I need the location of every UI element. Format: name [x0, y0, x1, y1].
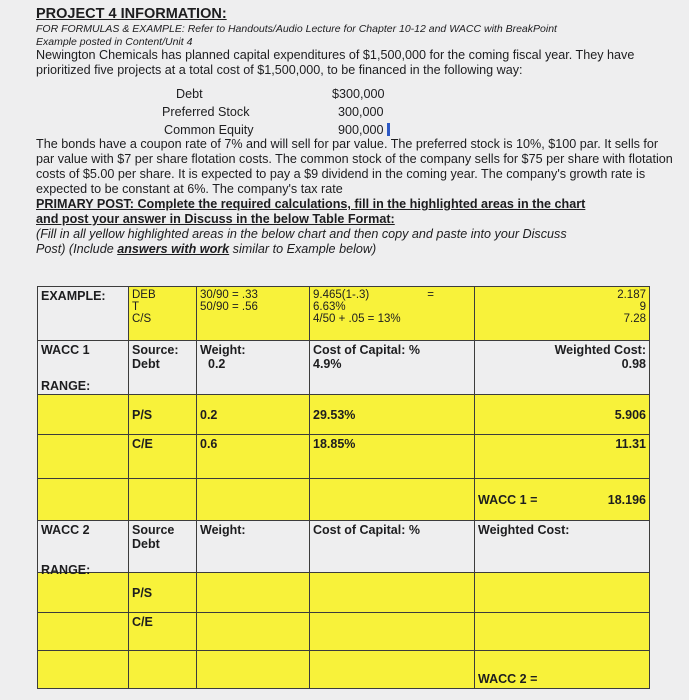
example-source-1: DEB — [132, 289, 156, 301]
example-label: EXAMPLE: — [38, 287, 129, 341]
wacc1-ce-blank[interactable] — [38, 435, 129, 479]
wacc2-ps-row — [38, 573, 650, 613]
wacc1-total-blank-2[interactable] — [129, 479, 197, 521]
fill-instruction-part1: Post) (Include — [36, 242, 118, 256]
intro-section — [36, 6, 676, 78]
wacc1-wc-debt[interactable]: 0.98 — [621, 357, 646, 371]
wacc2-range-cell[interactable] — [38, 563, 129, 613]
wacc2-total-label: WACC 2 = — [478, 672, 538, 686]
wacc1-source-cell — [129, 341, 197, 395]
financing-debt-label: Debt — [176, 87, 203, 101]
wacc1-coc-ps[interactable]: 29.53% — [310, 395, 475, 435]
wacc1-total-cell[interactable] — [475, 479, 650, 521]
wacc2-total-blank-2[interactable] — [129, 651, 197, 689]
example-weighted-1: 2.187 — [617, 289, 646, 301]
intro-paragraph: Newington Chemicals has planned capital expenditures of $1,500,000 for the coming fiscal year. They have prioritized five projects at a total cost of $1,500,000, to be financed in the following way: — [36, 48, 635, 77]
wacc1-weight-header: Weight: — [200, 343, 246, 357]
wacc2-label: WACC 2 — [38, 521, 129, 573]
wacc1-weight-ps[interactable]: 0.2 — [197, 395, 310, 435]
primary-post-line2: and post your answer in Discuss in the below Table Format: — [36, 212, 395, 226]
wacc2-weight-header: Weight: — [200, 523, 246, 537]
text-cursor-mark — [387, 123, 390, 136]
example-weight-cell — [197, 287, 310, 341]
example-weighted-cell — [475, 287, 650, 341]
wacc1-range-cell[interactable] — [38, 379, 129, 435]
wacc1-source-ce: C/E — [129, 435, 197, 479]
wacc2-source-ce: C/E — [129, 613, 197, 651]
fill-instruction-line2 — [36, 242, 676, 257]
wacc1-weight-debt[interactable]: 0.2 — [208, 357, 226, 371]
financing-preferred-label: Preferred Stock — [162, 105, 250, 119]
bond-details-paragraph: The bonds have a coupon rate of 7% and will sell for par value. The preferred stock is 10%, $100 par. It sells for par value with $7 per share flotation costs. The common stock of the company sells for $75 per share with flotation costs of $5.00 per share. It is expected to pay a $9 dividend in the coming year. The company's growth rate is expected to be constant at 6%. The company's tax rate — [36, 137, 673, 196]
formula-note-line1: FOR FORMULAS & EXAMPLE: Refer to Handouts/Audio Lecture for Chapter 10-12 and WACC with BreakPoint — [36, 23, 557, 35]
example-weight-1: 30/90 = .33 — [200, 289, 258, 301]
wacc2-source-header: Source — [132, 523, 175, 537]
wacc1-weight-cell — [197, 341, 310, 395]
financing-equity-amount — [338, 123, 390, 137]
wacc2-total-blank-4[interactable] — [310, 651, 475, 689]
financing-equity-value: 900,000 — [338, 123, 384, 137]
wacc2-source-ps: P/S — [129, 573, 197, 613]
wacc1-coc-ce[interactable]: 18.85% — [310, 435, 475, 479]
wacc1-source-ps: P/S — [129, 395, 197, 435]
example-cost-cell — [310, 287, 475, 341]
wacc2-source-cell — [129, 521, 197, 573]
fill-instruction-line1: (Fill in all yellow highlighted areas in the below chart and then copy and paste into your Discuss — [36, 227, 567, 241]
wacc1-label: WACC 1 — [38, 341, 129, 395]
wacc1-total-blank-3[interactable] — [197, 479, 310, 521]
wacc2-wc-cell — [475, 521, 650, 573]
details-section — [36, 137, 676, 257]
wacc1-header-row — [38, 341, 650, 395]
formula-note-line2: Example posted in Content/Unit 4 — [36, 35, 193, 48]
primary-post-line1: PRIMARY POST: Complete the required calculations, fill in the highlighted areas in the chart — [36, 197, 586, 211]
wacc1-wc-ps[interactable]: 5.906 — [475, 395, 650, 435]
wacc1-wc-header: Weighted Cost: — [554, 343, 646, 357]
wacc2-coc-cell — [310, 521, 475, 573]
wacc1-wc-ce[interactable]: 11.31 — [475, 435, 650, 479]
example-weighted-2: 9 — [639, 301, 646, 313]
financing-preferred-amount: 300,000 — [338, 105, 384, 119]
wacc2-coc-ps[interactable] — [310, 573, 475, 613]
example-source-3: C/S — [132, 313, 152, 325]
example-weighted-3: 7.28 — [623, 313, 646, 325]
wacc1-wc-cell — [475, 341, 650, 395]
wacc-table — [37, 286, 650, 689]
wacc1-total-label: WACC 1 = — [478, 492, 538, 507]
wacc2-weight-ps[interactable] — [197, 573, 310, 613]
wacc1-weight-ce[interactable]: 0.6 — [197, 435, 310, 479]
wacc1-ce-row — [38, 435, 650, 479]
example-cost-3: 4/50 + .05 = 13% — [313, 313, 401, 325]
example-source-cell — [129, 287, 197, 341]
wacc2-wc-ps[interactable] — [475, 573, 650, 613]
wacc2-wc-ce[interactable] — [475, 613, 650, 651]
wacc2-source-debt: Debt — [132, 537, 160, 551]
wacc1-source-header: Source: — [132, 343, 179, 357]
wacc1-total-blank-4[interactable] — [310, 479, 475, 521]
wacc1-ps-row — [38, 395, 650, 435]
wacc1-coc-debt[interactable]: 4.9% — [313, 357, 342, 371]
wacc2-total-blank-1[interactable] — [38, 651, 129, 689]
example-equals-sign: = — [427, 289, 434, 301]
wacc2-total-cell[interactable] — [475, 651, 650, 689]
wacc2-ce-row — [38, 613, 650, 651]
wacc1-coc-header: Cost of Capital: % — [313, 343, 420, 357]
fill-instruction-part2: similar to Example below) — [229, 242, 377, 256]
wacc2-coc-ce[interactable] — [310, 613, 475, 651]
wacc1-total-row — [38, 479, 650, 521]
wacc1-source-debt: Debt — [132, 357, 160, 371]
wacc2-weight-ce[interactable] — [197, 613, 310, 651]
wacc1-coc-cell — [310, 341, 475, 395]
wacc2-total-row — [38, 651, 650, 689]
example-cost-2: 6.63% — [313, 301, 346, 313]
wacc2-range-label: RANGE: — [41, 563, 91, 577]
wacc1-total-blank-1[interactable] — [38, 479, 129, 521]
fill-instruction-emphasis: answers with work — [117, 242, 230, 256]
financing-equity-label: Common Equity — [164, 123, 254, 137]
wacc2-coc-header: Cost of Capital: % — [313, 523, 420, 537]
wacc2-wc-header: Weighted Cost: — [478, 523, 570, 537]
wacc2-ce-blank[interactable] — [38, 613, 129, 651]
wacc1-total-value[interactable]: 18.196 — [607, 492, 646, 507]
wacc2-total-blank-3[interactable] — [197, 651, 310, 689]
example-row — [38, 287, 650, 341]
financing-debt-amount: $300,000 — [332, 87, 385, 101]
project-title: PROJECT 4 INFORMATION: — [36, 6, 227, 22]
example-cost-1: 9.465(1-.3) — [313, 289, 370, 301]
wacc1-range-label: RANGE: — [41, 379, 91, 393]
wacc2-header-row — [38, 521, 650, 573]
example-source-2: T — [132, 301, 140, 313]
example-weight-2: 50/90 = .56 — [200, 301, 258, 313]
wacc2-weight-cell — [197, 521, 310, 573]
